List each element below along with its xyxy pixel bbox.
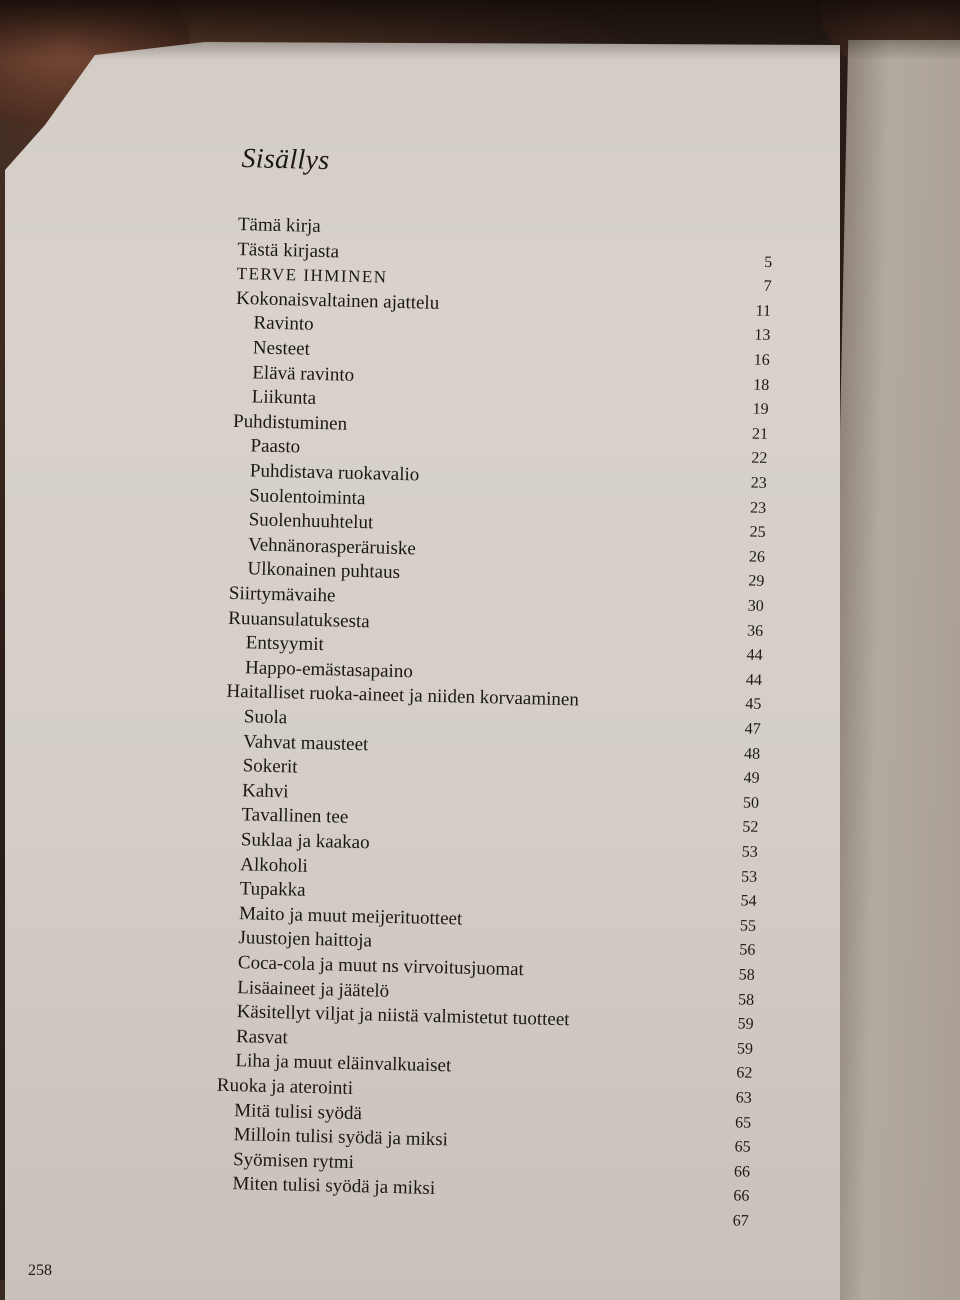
toc-entry-page: 19	[752, 400, 769, 419]
toc-entry-title: Haitalliset ruoka-aineet ja niiden korvaaminen	[226, 681, 580, 711]
toc-entry-page: 67	[732, 1212, 749, 1230]
toc-entry-title: Ruoka ja aterointi	[216, 1074, 354, 1100]
toc-entry-page: 52	[742, 818, 759, 837]
toc-entry-page: 59	[736, 1040, 754, 1058]
toc-entry-title: Liha ja muut eläinvalkuaiset	[235, 1050, 452, 1077]
toc-entry-title: Maito ja muut meijerituotteet	[238, 902, 463, 930]
toc-entry-page: 22	[751, 449, 768, 468]
toc-entry-title: Ravinto	[253, 312, 314, 336]
page-number: 258	[28, 1262, 52, 1279]
toc-entry-page: 62	[736, 1064, 753, 1083]
toc-entry-title: Tästä kirjasta	[237, 238, 340, 263]
toc-entry-title: Milloin tulisi syödä ja miksi	[233, 1124, 449, 1151]
toc-entry-title: Coca-cola ja muut ns virvoitusjuomat	[237, 952, 525, 981]
toc-entry-page: 63	[735, 1089, 752, 1107]
toc-entry-title: Vehnänorasperäruiske	[247, 534, 417, 560]
toc-entry-title: Suolentoiminta	[249, 484, 366, 509]
toc-entry-page: 56	[739, 941, 756, 960]
toc-entry-title: Miten tulisi syödä ja miksi	[232, 1173, 436, 1200]
toc-entry-title: Paasto	[250, 435, 301, 458]
toc-entry-title: Mitä tulisi syödä	[234, 1099, 363, 1124]
toc-entry-title: Puhdistava ruokavalio	[249, 460, 420, 486]
toc-entry-title: Kahvi	[241, 780, 289, 803]
toc-entry-page: 45	[745, 695, 762, 714]
toc-entry-page: 13	[754, 326, 771, 345]
toc-entry-title: Elävä ravinto	[252, 361, 355, 386]
toc-entry-title: Suklaa ja kaakao	[240, 829, 370, 854]
toc-entry-page: 11	[755, 302, 772, 320]
toc-entry-page: 66	[733, 1163, 751, 1181]
toc-entry-title: Rasvat	[235, 1025, 289, 1049]
toc-entry-page: 48	[743, 745, 761, 763]
toc-entry-page: 54	[740, 892, 757, 911]
toc-entry-title: Vahvat mausteet	[243, 730, 369, 755]
toc-entry-page: 53	[741, 843, 758, 861]
page-title: Sisällys	[241, 143, 330, 177]
toc-entry-page: 7	[763, 278, 772, 296]
toc-entry-page: 58	[737, 991, 755, 1009]
toc-entry-title: Juustojen haittoja	[238, 927, 373, 952]
toc-entry-title: Ulkonainen puhtaus	[247, 558, 401, 584]
toc-entry-page: 53	[740, 868, 758, 886]
toc-entry-page: 50	[742, 794, 760, 812]
toc-entry-page: 36	[746, 622, 764, 640]
toc-entry-title: Tupakka	[239, 878, 306, 901]
toc-entry-title: Puhdistuminen	[232, 410, 348, 435]
toc-entry-title: Alkoholi	[240, 853, 309, 877]
toc-entry-page: 16	[753, 351, 770, 369]
toc-entry-title: Entsyymit	[245, 632, 325, 656]
toc-entry-page: 23	[750, 474, 767, 492]
toc-entry-title: Ruuansulatuksesta	[228, 607, 370, 632]
toc-entry-page: 29	[748, 572, 765, 591]
toc-entry-page: 25	[749, 523, 766, 542]
toc-entry-page: 59	[737, 1015, 754, 1033]
toc-entry-title: Happo-emästasapaino	[244, 657, 414, 683]
toc-entry-title: TERVE IHMINEN	[236, 264, 388, 287]
toc-entry-page: 30	[747, 597, 764, 615]
top-shadow	[0, 0, 960, 60]
toc-entry-page: 5	[763, 253, 773, 271]
toc-entry-title: Sokerit	[242, 755, 298, 778]
toc-entry-title: Tavallinen tee	[241, 804, 349, 829]
toc-entry-page: 23	[749, 499, 767, 517]
toc-entry-page: 18	[752, 376, 770, 394]
toc-entry-page: 49	[743, 769, 760, 788]
toc-entry-title: Tämä kirja	[237, 213, 322, 237]
toc-entry-title: Siirtymävaihe	[228, 582, 336, 607]
toc-entry-title: Käsitellyt viljat ja niistä valmistetut tuotteet	[236, 1001, 570, 1031]
toc-entry-page	[723, 225, 773, 226]
toc-entry-page: 55	[739, 917, 757, 935]
toc-entry-page: 21	[751, 425, 769, 443]
toc-entry-page: 65	[734, 1138, 751, 1156]
toc-entry-page: 66	[733, 1187, 750, 1206]
toc-entry-title: Kokonaisvaltainen ajattelu	[235, 287, 440, 314]
toc-entry-page: 26	[748, 548, 766, 566]
toc-entry-page: 58	[738, 966, 755, 984]
toc-entry-title: Suola	[243, 706, 288, 729]
toc-entry-page: 44	[746, 646, 763, 665]
toc-entry-page: 65	[734, 1113, 752, 1132]
toc-entry-title: Syömisen rytmi	[232, 1148, 355, 1173]
toc-entry-title: Suolenhuuhtelut	[248, 509, 374, 534]
toc-entry-title: Lisäaineet ja jäätelö	[237, 976, 390, 1002]
toc-entry-title: Nesteet	[252, 337, 311, 360]
toc-entry-page: 44	[745, 671, 763, 689]
toc-entry-page: 47	[744, 720, 761, 738]
toc-entry-title: Liikunta	[251, 386, 317, 410]
